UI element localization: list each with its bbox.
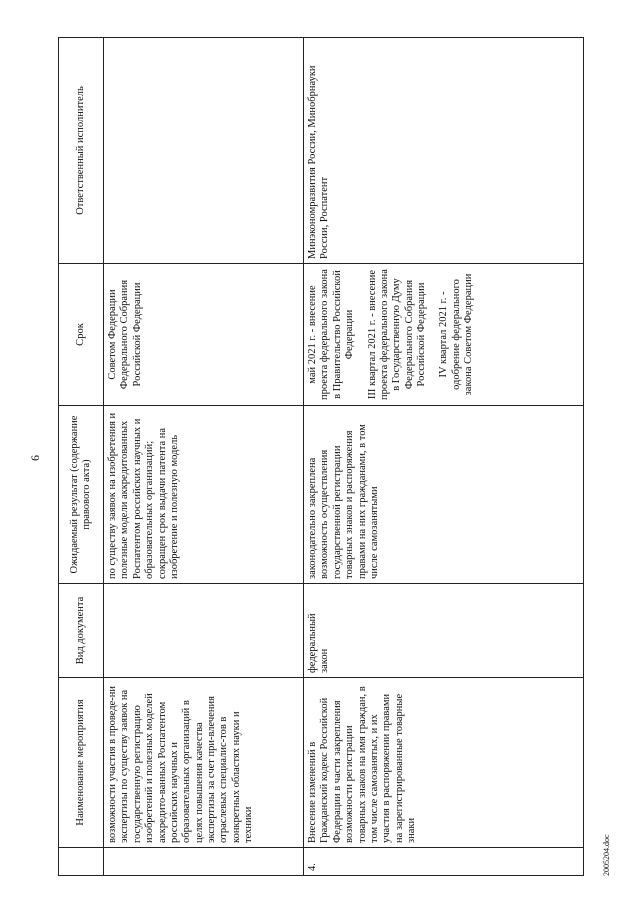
table-header-row [59, 38, 104, 876]
header-term: Срок [59, 264, 104, 406]
row-name: возможности участия в проведе-ни экспертизы по существу заявок на государственную регистрацию изобретений и полезных моделей аккредито-ванных Роспатентом российских научных и образовательных организаций в целях повышения качества экспертизы за счет при-влечения отраслевых специалис-тов в конкретных областях науки и техники [104, 678, 304, 848]
rotated-page [20, 28, 620, 888]
page-number: 6 [28, 455, 42, 461]
term-line: IV квартал 2021 г. - одобрение федерального закона Советом Федерации [438, 273, 475, 396]
row-term [304, 264, 584, 406]
header-result: Ожидаемый результат (содержание правового акта) [59, 406, 104, 584]
row-num [104, 848, 304, 876]
table-row [104, 38, 304, 876]
row-result: по существу заявок на изобретения и полезные модели аккредитованных Роспатентом российских научных и образовательных организаций; сокращен срок выдачи патента на изобретение и полезную модель [104, 406, 304, 584]
measures-table [58, 37, 584, 876]
row-result: законодательно закреплена возможность осуществления государственной регистрации товарных знаков и распоряжения правами на них гражданами, в том числе самозанятыми [304, 406, 584, 584]
header-name: Наименование мероприятия [59, 678, 104, 848]
row-doc-type [104, 584, 304, 678]
term-line: Советом Федерации Федерального Собрания Российской Федерации [107, 279, 143, 390]
term-line: май 2021 г. - внесение проекта федерального закона в Правительство Российской Федерации [307, 269, 356, 400]
row-executor [104, 38, 304, 264]
row-name: Внесение изменений в Гражданский кодекс Российской Федерации в части закрепления возможности регистрации товарных знаков на имя граждан, в том числе самозанятых, и их участия в распоряжении правами на зарегистрированные товарные знаки [304, 678, 584, 848]
header-doc-type: Вид документа [59, 584, 104, 678]
row-num: 4. [304, 848, 584, 876]
file-footer: 2005204.doc [602, 834, 611, 876]
header-num [59, 848, 104, 876]
table-row [304, 38, 584, 876]
row-term [104, 264, 304, 406]
row-doc-type: федеральный закон [304, 584, 584, 678]
row-executor: Минэкономразвития России, Минобрнауки России, Роспатент [304, 38, 584, 264]
header-executor: Ответственный исполнитель [59, 38, 104, 264]
term-line: III квартал 2021 г. - внесение проекта федерального закона в Государственную Думу Федерального Собрания Российской Федерации [366, 269, 427, 400]
